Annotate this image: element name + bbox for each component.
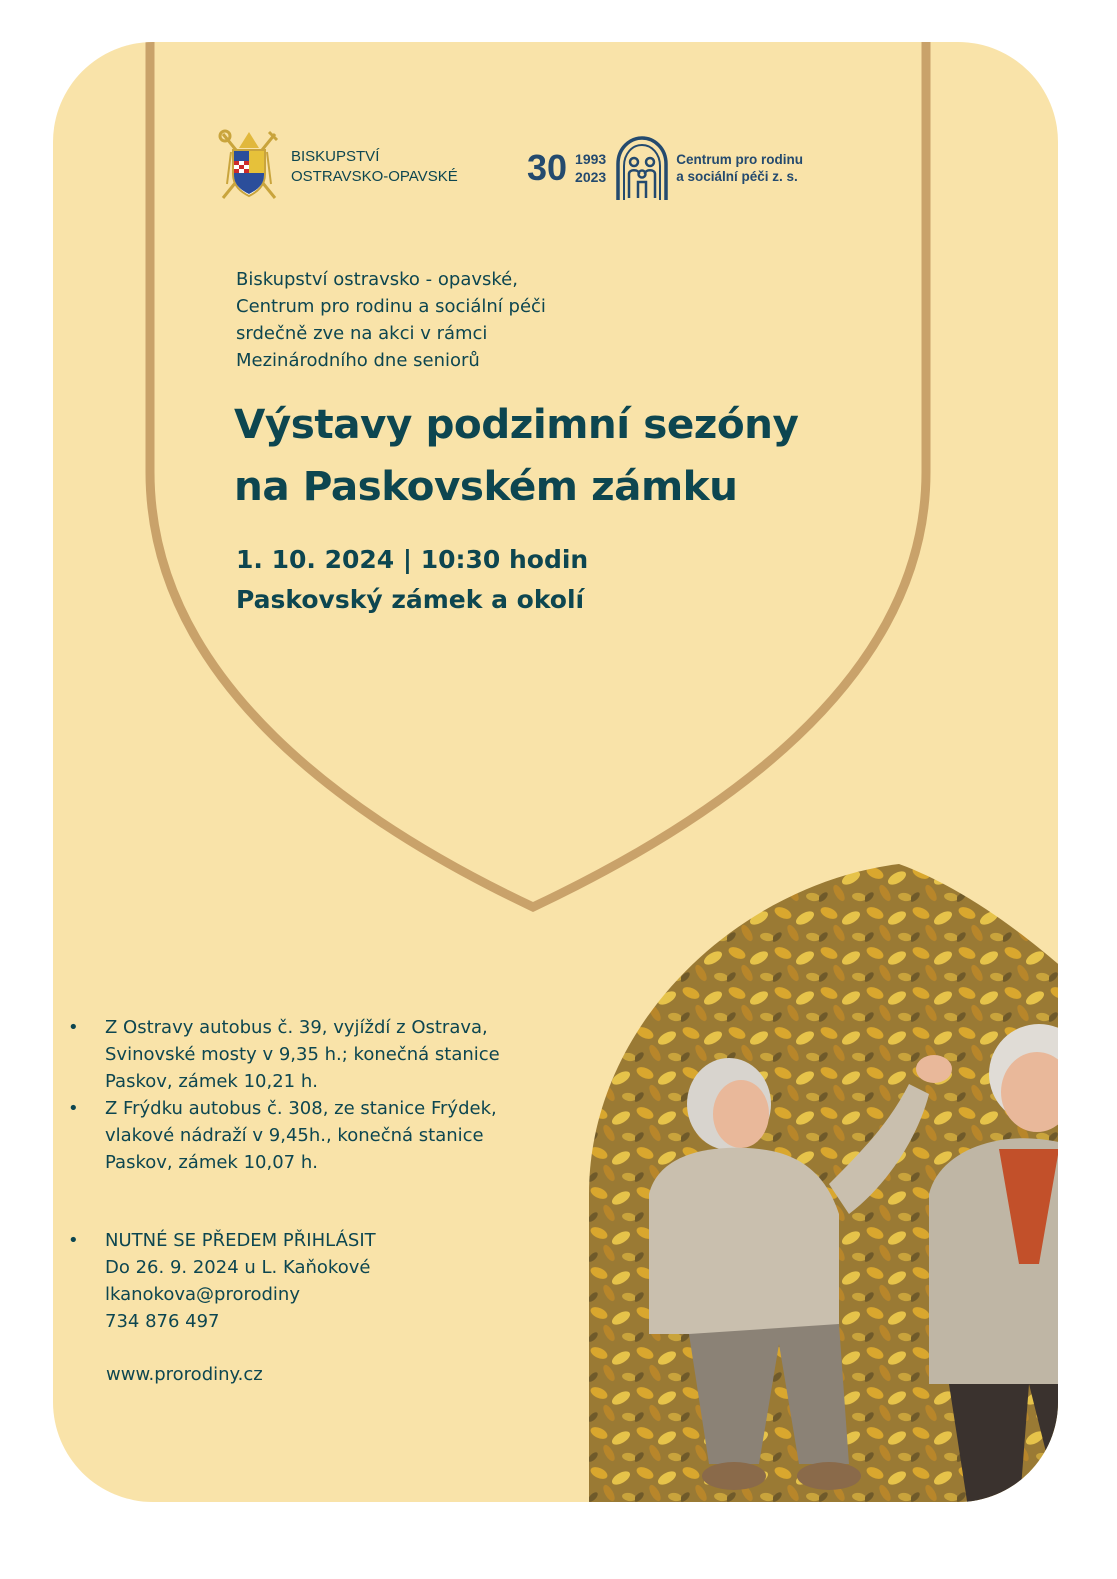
year-end: 2023 (575, 169, 607, 185)
bishopric-logo (217, 128, 458, 206)
registration-phone[interactable]: 734 876 497 (105, 1311, 220, 1332)
event-place: Paskovský zámek a okolí (236, 585, 585, 614)
bishopric-name-line2: OSTRAVSKO-OPAVSKÉ (291, 168, 458, 185)
center-logo (527, 136, 803, 200)
event-title-line1: Výstavy podzimní sezóny (234, 400, 799, 448)
event-title (234, 393, 798, 517)
registration-info (66, 1227, 376, 1335)
invitation-intro (236, 266, 546, 374)
bullet-icon: • (68, 1017, 79, 1038)
list-item (66, 1014, 500, 1095)
registration-email[interactable]: lkanokova@prorodiny (105, 1284, 300, 1305)
transport-line: Z Frýdku autobus č. 308, ze stanice Frýdek, (105, 1098, 497, 1119)
bishopric-name-line1: BISKUPSTVÍ (291, 148, 380, 165)
event-title-line2: na Paskovském zámku (234, 462, 738, 510)
list-item (66, 1227, 376, 1254)
registration-deadline: Do 26. 9. 2024 u L. Kaňokové (105, 1257, 371, 1278)
transport-line: Svinovské mosty v 9,35 h.; konečná stanice (105, 1044, 500, 1065)
transport-line: Paskov, zámek 10,21 h. (105, 1071, 318, 1092)
event-datetime: 1. 10. 2024 | 10:30 hodin (236, 545, 589, 574)
seniors-autumn-photo (589, 864, 1058, 1502)
transport-line: vlakové nádraží v 9,45h., konečná stanice (105, 1125, 484, 1146)
intro-line: srdečně zve na akci v rámci (236, 323, 488, 344)
transport-list (66, 1014, 500, 1176)
transport-line: Paskov, zámek 10,07 h. (105, 1152, 318, 1173)
coat-of-arms-icon (217, 128, 281, 206)
center-name-line1: Centrum pro rodinu (676, 152, 803, 167)
intro-line: Mezinárodního dne seniorů (236, 350, 480, 371)
anniversary-number: 30 (527, 147, 568, 188)
year-start: 1993 (575, 151, 607, 167)
event-details (236, 540, 588, 620)
family-arch-icon (614, 136, 670, 200)
list-item (66, 1095, 500, 1176)
intro-line: Biskupství ostravsko - opavské, (236, 269, 518, 290)
website-link[interactable]: www.prorodiny.cz (106, 1364, 263, 1385)
bullet-icon: • (68, 1230, 79, 1251)
registration-heading: NUTNÉ SE PŘEDEM PŘIHLÁSIT (105, 1230, 376, 1251)
intro-line: Centrum pro rodinu a sociální péči (236, 296, 546, 317)
center-name-line2: a sociální péči z. s. (676, 169, 798, 184)
transport-line: Z Ostravy autobus č. 39, vyjíždí z Ostrava, (105, 1017, 488, 1038)
bullet-icon: • (68, 1098, 79, 1119)
